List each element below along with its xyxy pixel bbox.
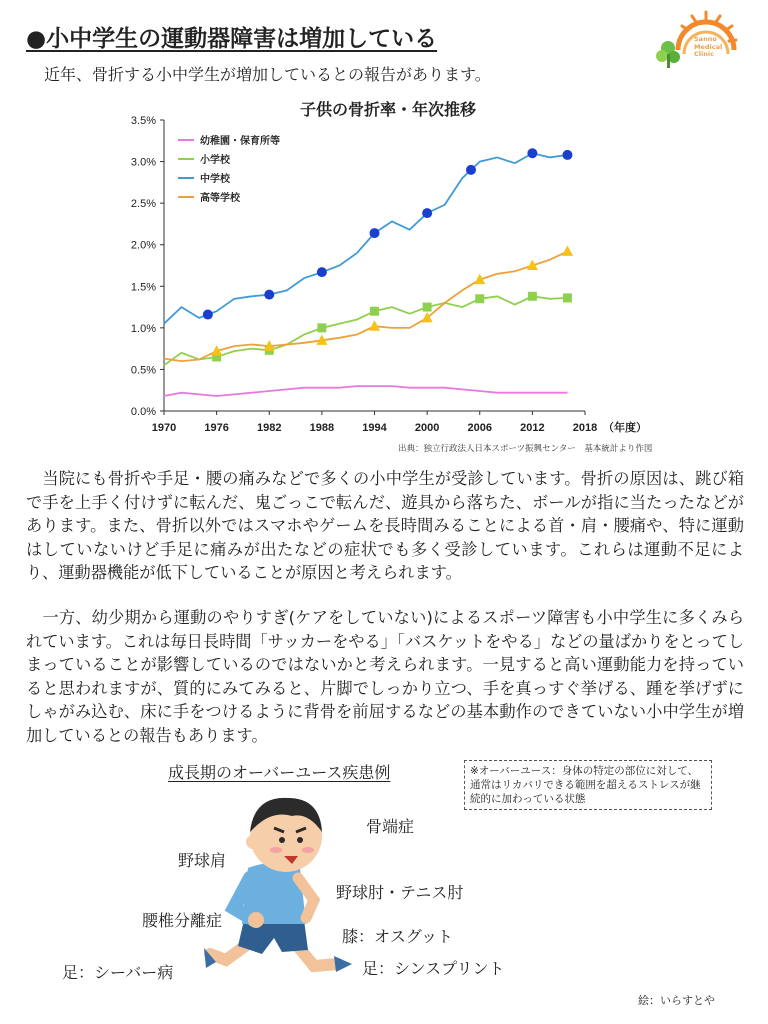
data-point — [370, 307, 379, 316]
series-line — [164, 386, 568, 396]
data-point — [203, 310, 213, 320]
data-point — [475, 294, 484, 303]
x-tick-label: 1982 — [257, 422, 282, 434]
y-tick-label: 3.0% — [130, 156, 156, 169]
data-point — [370, 228, 380, 238]
x-tick-label: 2012 — [520, 422, 545, 434]
overuse-note: ※オーバーユース：身体の特定の部位に対して、通常はリカバリできる範囲を超えるストレスが継続的に加わっている状態 — [464, 760, 712, 810]
label-epiphysis: 骨端症 — [366, 817, 415, 836]
y-tick-label: 0.0% — [130, 406, 156, 418]
y-tick-label: 1.5% — [130, 281, 156, 294]
y-tick-label: 0.5% — [130, 364, 156, 377]
legend-label: 中学校 — [200, 174, 230, 185]
label-knee: 膝：オスグット — [342, 927, 454, 946]
x-tick-label: 2000 — [414, 422, 440, 434]
legend-label: 小学校 — [200, 155, 230, 166]
label-elbow: 野球肘・テニス肘 — [336, 883, 464, 902]
data-point — [317, 267, 327, 277]
body-paragraph-2: 一方、幼少期から運動のやりすぎ(ケアをしていない)によるスポーツ障害も小中学生に多くみられています。これは毎日長時間「サッカーをやる」「バスケットをやる」などの量ばかりをとってしまっていることが影響しているのではないかと考えられます。一見すると高い運動能力を持っていると思われますが、質的にみてみると、片脚でしっかり立つ、手を真っすぐ挙げる、踵を挙げずにしゃがみ込む、床に手をつけるように背骨を前屈するなどの基本動作のできていない小中学生が増加しているとの報告もあります。 — [26, 608, 745, 745]
fracture-rate-chart — [110, 110, 670, 440]
data-point — [563, 293, 572, 302]
data-point — [528, 292, 537, 301]
label-shoulder: 野球肩 — [178, 851, 227, 870]
chart-source: 出典：独立行政法人日本スポーツ振興センター 基本統計より作図 — [398, 444, 653, 454]
y-tick-label: 2.5% — [130, 198, 156, 211]
data-point — [264, 290, 274, 300]
y-tick-label: 1.0% — [130, 322, 156, 335]
x-tick-label: 1976 — [204, 422, 229, 434]
y-tick-label: 2.0% — [130, 239, 156, 252]
illustration-credit: 絵：いらすとや — [638, 994, 715, 1007]
data-point — [527, 148, 537, 158]
legend-label: 幼稚園・保育所等 — [200, 136, 280, 147]
data-point — [562, 245, 573, 256]
data-point — [423, 303, 432, 312]
data-point — [562, 150, 572, 160]
x-tick-label: 2006 — [467, 422, 492, 434]
clinic-logo — [648, 10, 744, 80]
clinic-name: Sanno Medical Clinic — [694, 35, 723, 58]
x-axis-unit: （年度） — [603, 422, 647, 434]
label-shin: 足：シンスプリント — [362, 959, 505, 978]
overuse-section-title: 成長期のオーバーユース疾患例 — [168, 763, 391, 782]
label-lumbar: 腰椎分離症 — [142, 911, 223, 930]
x-tick-label: 1970 — [151, 422, 177, 434]
x-tick-label: 1988 — [309, 422, 335, 434]
intro-text: 近年、骨折する小中学生が増加しているとの報告があります。 — [44, 65, 491, 84]
x-tick-label: 1994 — [362, 422, 387, 434]
page-title: ●小中学生の運動器障害は増加している — [26, 26, 438, 52]
label-heel: 足：シーバー病 — [62, 963, 174, 982]
body-paragraph-1: 当院にも骨折や手足・腰の痛みなどで多くの小中学生が受診しています。骨折の原因は、跳び箱で手を上手く付けずに転んだ、鬼ごっこで転んだ、遊具から落ちた、ボールが指に当たったなどがあります。また、骨折以外ではスマホやゲームを長時間みることによる首・肩・腰痛や、特に運動はしていないけど手足に痛みが出たなどの症状でも多く受診しています。これらは運動不足により、運動器機能が低下していることが原因と考えられます。 — [26, 469, 745, 582]
legend-label: 高等学校 — [200, 193, 240, 204]
data-point — [317, 323, 326, 332]
chart-title: 子供の骨折率・年次推移 — [299, 100, 476, 119]
data-point — [422, 208, 432, 218]
data-point — [466, 165, 476, 175]
x-tick-label: 2018 — [572, 422, 598, 434]
data-point — [369, 320, 380, 331]
y-tick-label: 3.5% — [130, 115, 156, 127]
